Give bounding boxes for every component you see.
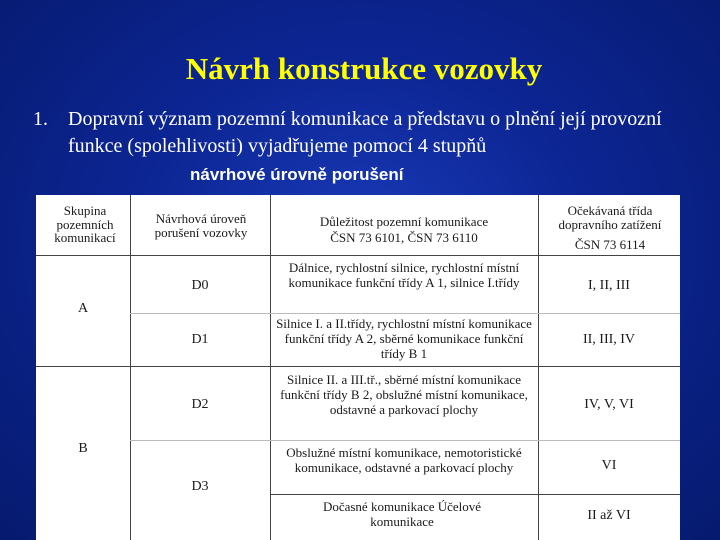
header-importance: Důležitost pozemní komunikace	[319, 214, 489, 229]
design-levels-table	[36, 195, 680, 540]
group-b: B	[78, 441, 88, 456]
load-d2: IV, V, VI	[584, 397, 634, 412]
importance-temporary: Dočasné komunikace Účelové komunikace	[322, 499, 482, 529]
load-d1: II, III, IV	[582, 332, 636, 347]
importance-d2: Silnice II. a III.tř., sběrné místní komunikace funkční třídy B 2, obslužné místní komunikace, odstavné a parkovací plochy	[280, 372, 528, 417]
slide-title: Návrh konstrukce vozovky	[185, 51, 543, 86]
importance-d1: Silnice I. a II.třídy, rychlostní místní komunikace funkční třídy A 2, sběrné komunikace funkční třídy B 1	[276, 316, 532, 361]
header-load-class: Očekávaná třída dopravního zatížení	[558, 203, 662, 232]
table-subtitle: návrhové úrovně porušení	[190, 165, 404, 184]
header-design-level: Návrhová úroveň porušení vozovky	[154, 211, 248, 240]
importance-d3: Obslužné místní komunikace, nemotoristické komunikace, odstavné a parkovací plochy	[286, 445, 522, 475]
load-d0: I, II, III	[588, 278, 630, 293]
level-d1: D1	[191, 332, 209, 347]
load-d3: VI	[601, 458, 617, 473]
level-d0: D0	[191, 278, 209, 293]
header-importance-norm: ČSN 73 6101, ČSN 73 6110	[330, 230, 478, 245]
list-number: 1.	[33, 108, 48, 130]
load-temporary: II až VI	[587, 508, 631, 523]
level-d3: D3	[191, 479, 209, 494]
header-load-norm: ČSN 73 6114	[574, 237, 646, 252]
intro-text: Dopravní význam pozemní komunikace a představu o plnění její provozní funkce (spolehlivosti) vyjadřujeme pomocí 4 stupňů	[68, 108, 662, 157]
group-a: A	[77, 301, 89, 316]
importance-d0: Dálnice, rychlostní silnice, rychlostní místní komunikace funkční třídy A 1, silnice I.třídy	[288, 260, 520, 290]
level-d2: D2	[191, 397, 209, 412]
header-group: Skupina pozemních komunikací	[54, 203, 116, 245]
